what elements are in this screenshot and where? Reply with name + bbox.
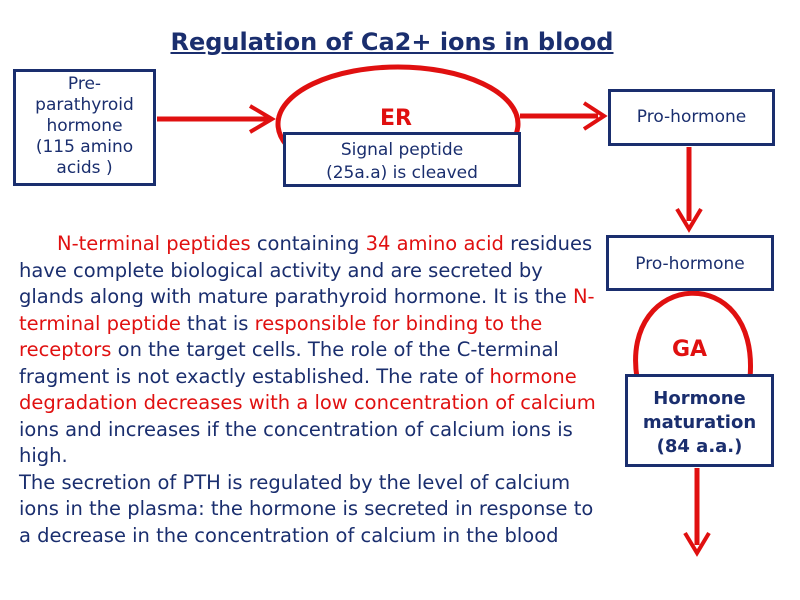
maturation-line: Hormone (653, 388, 746, 409)
paragraph-text: ions and increases if the concentration of calcium ions is high. (19, 417, 573, 467)
paragraph-text: on the target cells. The role of the C-terminal fragment is not exactly established. The rate of (19, 338, 559, 388)
pre-hormone-line: acids ) (56, 158, 113, 178)
signal-peptide-line: (25a.a) is cleaved (326, 163, 478, 183)
ga-arc (636, 293, 751, 378)
page-title: Regulation of Ca2+ ions in blood (170, 28, 614, 56)
pre-hormone-line: Pre- (67, 74, 102, 94)
pre-parathyroid-hormone-box (13, 69, 156, 186)
hormone-maturation-box (625, 374, 774, 467)
ga-label: GA (672, 337, 708, 362)
pro-hormone-box-top: Pro-hormone (608, 89, 775, 146)
maturation-line: (84 a.a.) (656, 436, 743, 457)
paragraph-highlight: responsible for binding to the receptors (19, 311, 543, 361)
description-paragraph (19, 231, 599, 549)
signal-peptide-box (283, 132, 521, 187)
paragraph-highlight: hormone degradation decreases with a low concentration of calcium (19, 364, 596, 414)
paragraph-text: residues have complete biological activity and are secreted by glands along with mature parathyroid hormone. It is the (19, 232, 593, 308)
maturation-line: maturation (642, 412, 757, 433)
pro-hormone-box-middle: Pro-hormone (606, 235, 774, 291)
paragraph-text: containing (250, 232, 366, 255)
er-label: ER (380, 106, 412, 131)
signal-peptide-line: Signal peptide (340, 140, 464, 160)
pre-hormone-line: (115 amino (35, 137, 134, 157)
paragraph-text: The secretion of PTH is regulated by the level of calcium ions in the plasma: the hormone is secreted in response to a decrease in the concentration of calcium in the blood (19, 470, 594, 547)
paragraph-text: that is (180, 311, 255, 335)
paragraph-highlight: 34 amino acid (365, 232, 504, 255)
paragraph-highlight: N-terminal peptide (19, 285, 595, 335)
pre-hormone-line: hormone (46, 116, 123, 136)
pre-hormone-line: parathyroid (35, 95, 134, 115)
paragraph-highlight: N-terminal peptides (57, 232, 251, 255)
